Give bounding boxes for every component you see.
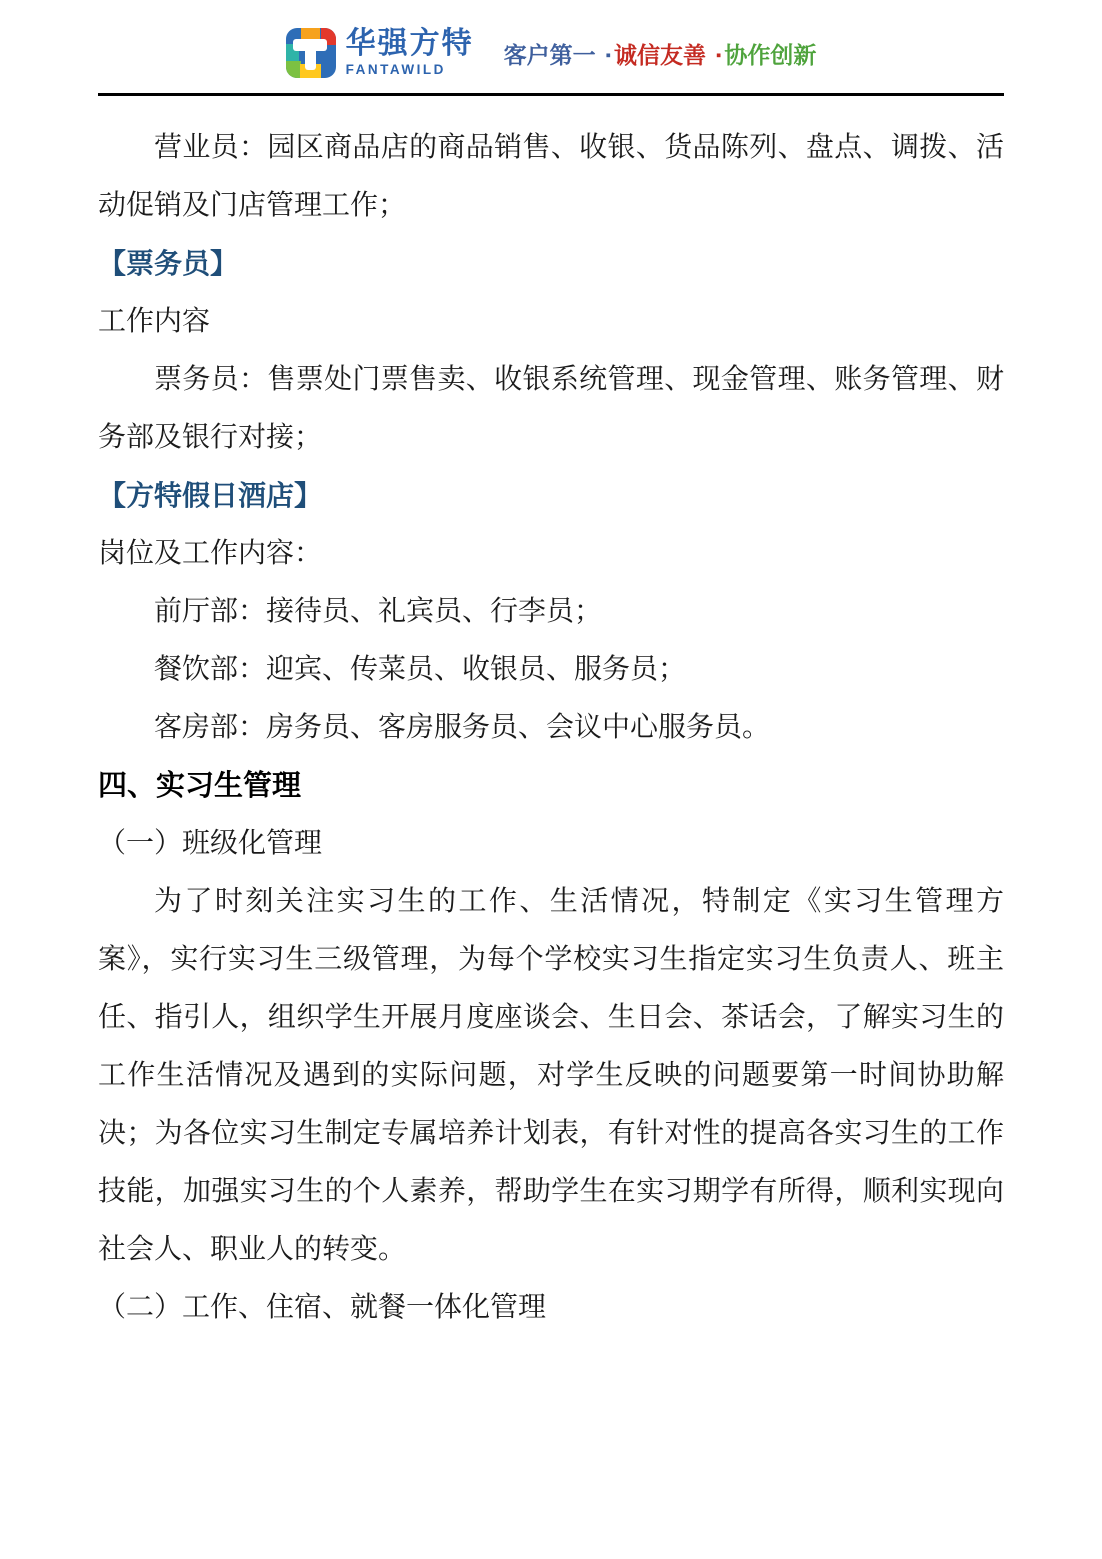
para-front-office-dept: 前厅部：接待员、礼宾员、行李员； (154, 596, 603, 627)
slogan-part-integrity: 诚信友善 (614, 42, 706, 68)
fantawild-logo-icon (286, 28, 336, 78)
heading-intern-management: 四、实习生管理 (98, 770, 302, 802)
slogan-bullet-icon: ▪ (716, 47, 722, 64)
logo-text (346, 29, 474, 77)
para-class-management-body: 为了时刻关注实习生的工作、生活情况，特制定《实习生管理方案》，实行实习生三级管理，为每个学校实习生指定实习生负责人、班主任、指引人，组织学生开展月度座谈会、生日会、茶话会，了解实习生的工作生活情况及遇到的实际问题，对学生反映的问题要第一时间协助解决；为各位实习生制定专属培养计划表，有针对性的提高各实习生的工作技能，加强实习生的个人素养，帮助学生在实习期学有所得，顺利实现向社会人、职业人的转变。 (98, 886, 1004, 1265)
para-food-beverage-dept: 餐饮部：迎宾、传菜员、收银员、服务员； (154, 654, 687, 685)
para-ticket-clerk-duties: 票务员：售票处门票售卖、收银系统管理、现金管理、账务管理、财务部及银行对接； (98, 364, 1004, 453)
heading-fantawild-hotel: 【方特假日酒店】 (98, 480, 323, 511)
para-job-content-label: 工作内容 (98, 306, 211, 337)
page-header (0, 0, 1102, 80)
header-slogan (504, 37, 817, 70)
para-class-management-title: （一）班级化管理 (98, 828, 323, 859)
para-shop-clerk-duties: 营业员：园区商品店的商品销售、收银、货品陈列、盘点、调拨、活动促销及门店管理工作； (98, 132, 1004, 221)
para-housekeeping-dept: 客房部：房务员、客房服务员、会议中心服务员。 (154, 712, 771, 743)
logo-t-stem (305, 39, 316, 70)
logo-tile-green (286, 61, 301, 78)
slogan-part-collaboration: 协作创新 (724, 42, 817, 68)
para-positions-label: 岗位及工作内容： (98, 538, 323, 569)
heading-ticket-clerk: 【票务员】 (98, 248, 239, 279)
logo-brand-en: FANTAWILD (345, 62, 446, 78)
document-body (98, 96, 1004, 1337)
slogan-part-customer-first: 客户第一 (503, 42, 596, 68)
logo-brand-cn: 华强方特 (345, 27, 474, 61)
para-integrated-management-title: （二）工作、住宿、就餐一体化管理 (98, 1292, 547, 1323)
slogan-bullet-icon: ▪ (605, 47, 611, 64)
fantawild-logo (286, 28, 474, 78)
